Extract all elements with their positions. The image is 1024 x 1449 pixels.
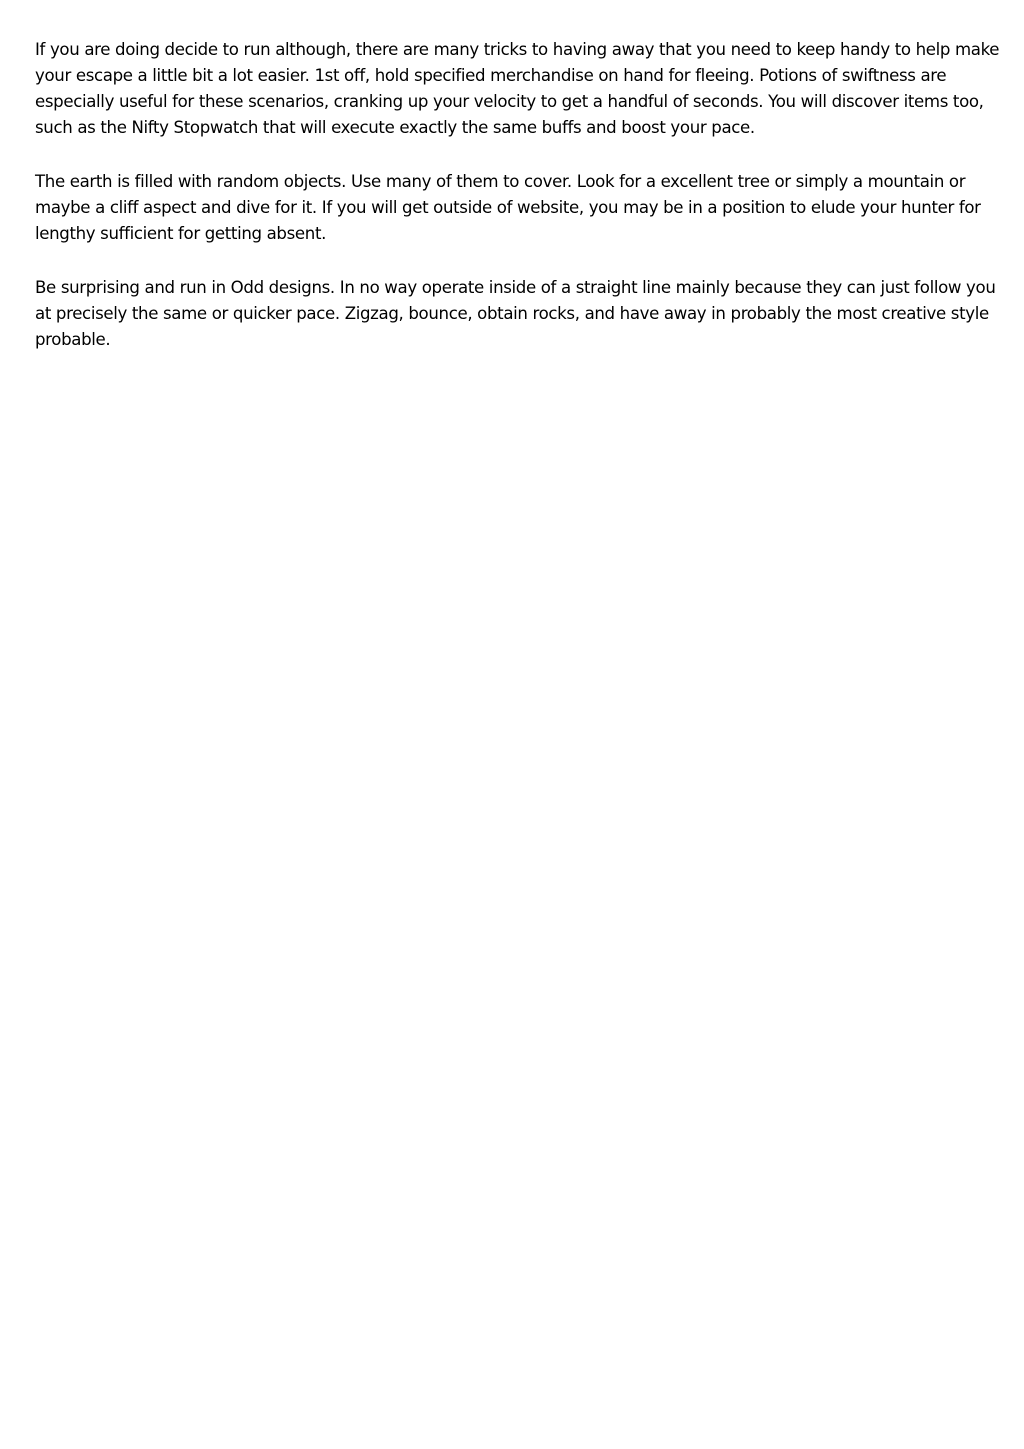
paragraph-1: If you are doing decide to run although, there are many tricks to having away that you need to keep handy to help make your escape a little bit a lot easier. 1st off, hold specified merchandise on hand for fleeing. Potions of swiftness are especially useful for these scenarios, cranking up your velocity to get a handful of seconds. You will discover items too, such as the Nifty Stopwatch that will execute exactly the same buffs and boost your pace. [35, 40, 1000, 137]
paragraph-2: The earth is filled with random objects. Use many of them to cover. Look for a excellent tree or simply a mountain or maybe a cliff aspect and dive for it. If you will get outside of website, you may be in a position to elude your hunter for lengthy sufficient for getting absent. [35, 172, 981, 243]
paragraph-3: Be surprising and run in Odd designs. In no way operate inside of a straight line mainly because they can just follow you at precisely the same or quicker pace. Zigzag, bounce, obtain rocks, and have away in probably the most creative style probable. [35, 278, 996, 349]
document-body [35, 37, 1000, 353]
